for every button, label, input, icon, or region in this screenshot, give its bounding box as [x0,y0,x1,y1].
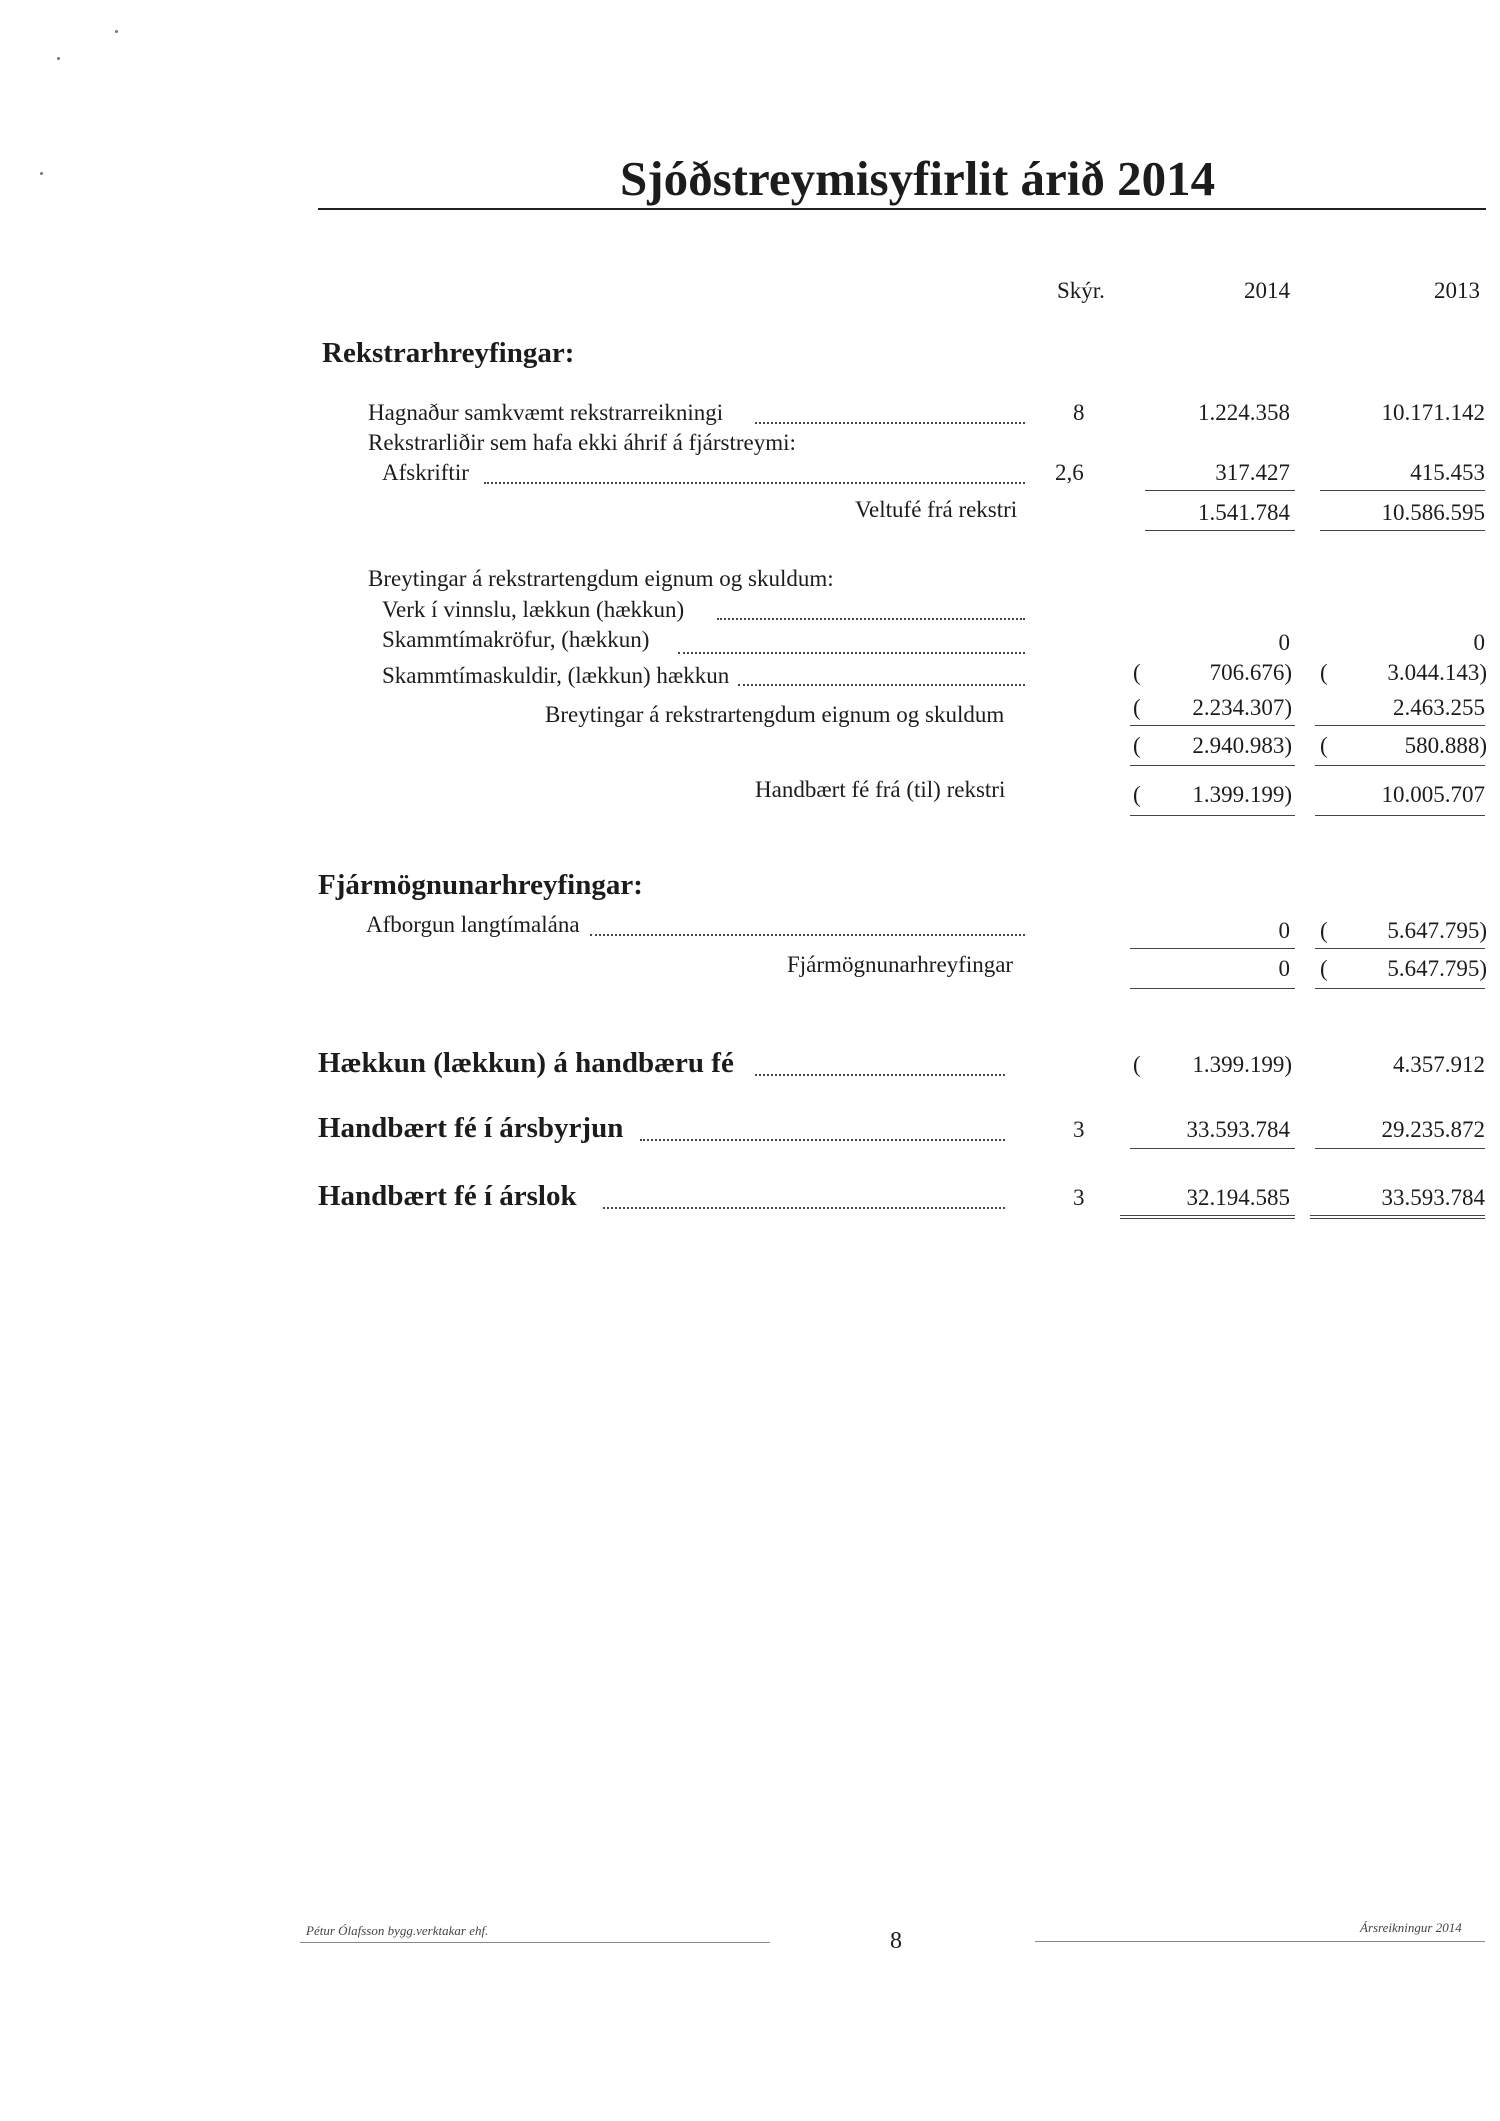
summary-opening-label: Handbært fé í ársbyrjun [318,1112,624,1144]
items-heading: Rekstrarliðir sem hafa ekki áhrif á fjárstreymi: [368,430,796,455]
leader-dots [755,1074,1005,1076]
cashflow-total-prior: 10.586.595 [1381,500,1485,525]
changes-total-paren-current: ( [1133,733,1141,758]
total-rule [1320,530,1485,531]
footer-rule [300,1942,770,1943]
summary-change-prior: 4.357.912 [1393,1052,1485,1077]
subtotal-rule [1145,490,1295,491]
total-rule [1130,988,1295,989]
leader-dots [640,1139,1005,1141]
summary-closing-label: Handbært fé í árslok [318,1180,577,1212]
changes-total-prior: 580.888) [1404,733,1487,758]
col-prior-header: 2013 [1434,278,1480,303]
leader-dots [678,652,1025,654]
footer-report: Ársreikningur 2014 [1360,1920,1462,1935]
summary-opening-current: 33.593.784 [1186,1117,1290,1142]
financing-total-label: Fjármögnunarhreyfingar [787,952,1014,977]
title-rule [318,208,1486,210]
receivables-label: Skammtímakröfur, (hækkun) [382,627,650,652]
liabilities-prior: 2.463.255 [1393,695,1485,720]
summary-closing-current: 32.194.585 [1186,1185,1290,1210]
total-rule [1315,765,1485,766]
liabilities-paren-current: ( [1133,695,1141,720]
summary-opening-note: 3 [1073,1117,1085,1142]
financing-heading: Fjármögnunarhreyfingar: [318,869,643,901]
profit-note: 8 [1073,400,1085,425]
leader-dots [590,934,1025,936]
leader-dots [755,422,1025,424]
summary-closing-prior: 33.593.784 [1381,1185,1485,1210]
total-rule [1130,765,1295,766]
receivables-prior: 3.044.143) [1387,660,1487,685]
receivables-paren-prior: ( [1320,660,1328,685]
col-current-header: 2014 [1244,278,1290,303]
subtotal-rule [1130,948,1295,949]
wip-prior: 0 [1473,630,1485,655]
depreciation-current: 317.427 [1215,460,1290,485]
summary-opening-prior: 29.235.872 [1381,1117,1485,1142]
repayment-label: Afborgun langtímalána [366,912,580,937]
summary-change-current: 1.399.199) [1192,1052,1292,1077]
total-rule [1130,1148,1295,1149]
footer-rule [1035,1941,1485,1942]
profit-current: 1.224.358 [1198,400,1290,425]
leader-dots [603,1207,1005,1209]
subtotal-rule [1130,725,1295,726]
depreciation-label: Afskriftir [382,460,469,485]
col-note-header: Skýr. [1057,278,1105,303]
changes-total-paren-prior: ( [1320,733,1328,758]
leader-dots [717,618,1025,620]
financing-total-current: 0 [1278,956,1290,981]
profit-prior: 10.171.142 [1381,400,1485,425]
operating-heading: Rekstrarhreyfingar: [322,337,575,369]
depreciation-prior: 415.453 [1410,460,1485,485]
liabilities-label: Skammtímaskuldir, (lækkun) hækkun [382,663,730,688]
changes-total-label: Breytingar á rekstrartengdum eignum og skuldum [545,702,1005,727]
footer-company: Pétur Ólafsson bygg.verktakar ehf. [306,1923,489,1938]
repayment-prior: 5.647.795) [1387,918,1487,943]
summary-change-paren-current: ( [1133,1052,1141,1077]
summary-closing-note: 3 [1073,1185,1085,1210]
repayment-current: 0 [1278,918,1290,943]
scan-speck [40,172,43,175]
total-rule [1315,988,1485,989]
leader-dots [484,482,1025,484]
net-cash-current: 1.399.199) [1192,782,1292,807]
total-rule [1145,530,1295,531]
wip-label: Verk í vinnslu, lækkun (hækkun) [382,597,685,622]
total-rule [1315,815,1485,816]
cashflow-total-label: Veltufé frá rekstri [855,497,1018,522]
financing-total-paren-prior: ( [1320,956,1328,981]
depreciation-note: 2,6 [1055,460,1084,485]
page-title: Sjóðstreymisyfirlit árið 2014 [620,151,1216,206]
subtotal-rule [1315,948,1485,949]
scan-speck [57,57,60,60]
liabilities-current: 2.234.307) [1192,695,1292,720]
subtotal-rule [1320,490,1485,491]
changes-total-current: 2.940.983) [1192,733,1292,758]
subtotal-rule [1315,725,1485,726]
total-rule [1130,815,1295,816]
wip-current: 0 [1278,630,1290,655]
scan-speck [115,30,118,33]
changes-heading: Breytingar á rekstrartengdum eignum og skuldum: [368,566,834,591]
profit-label: Hagnaður samkvæmt rekstrarreikningi [368,400,724,425]
net-cash-prior: 10.005.707 [1381,782,1485,807]
receivables-current: 706.676) [1209,660,1292,685]
leader-dots [738,684,1025,686]
net-cash-paren-current: ( [1133,782,1141,807]
net-cash-label: Handbært fé frá (til) rekstri [755,777,1006,802]
grand-total-double-rule [1310,1215,1485,1219]
total-rule [1315,1148,1485,1149]
receivables-paren-current: ( [1133,660,1141,685]
page-number: 8 [890,1928,902,1954]
summary-change-label: Hækkun (lækkun) á handbæru fé [318,1047,734,1079]
repayment-paren-prior: ( [1320,918,1328,943]
grand-total-double-rule [1120,1215,1295,1219]
cashflow-total-current: 1.541.784 [1198,500,1290,525]
financing-total-prior: 5.647.795) [1387,956,1487,981]
